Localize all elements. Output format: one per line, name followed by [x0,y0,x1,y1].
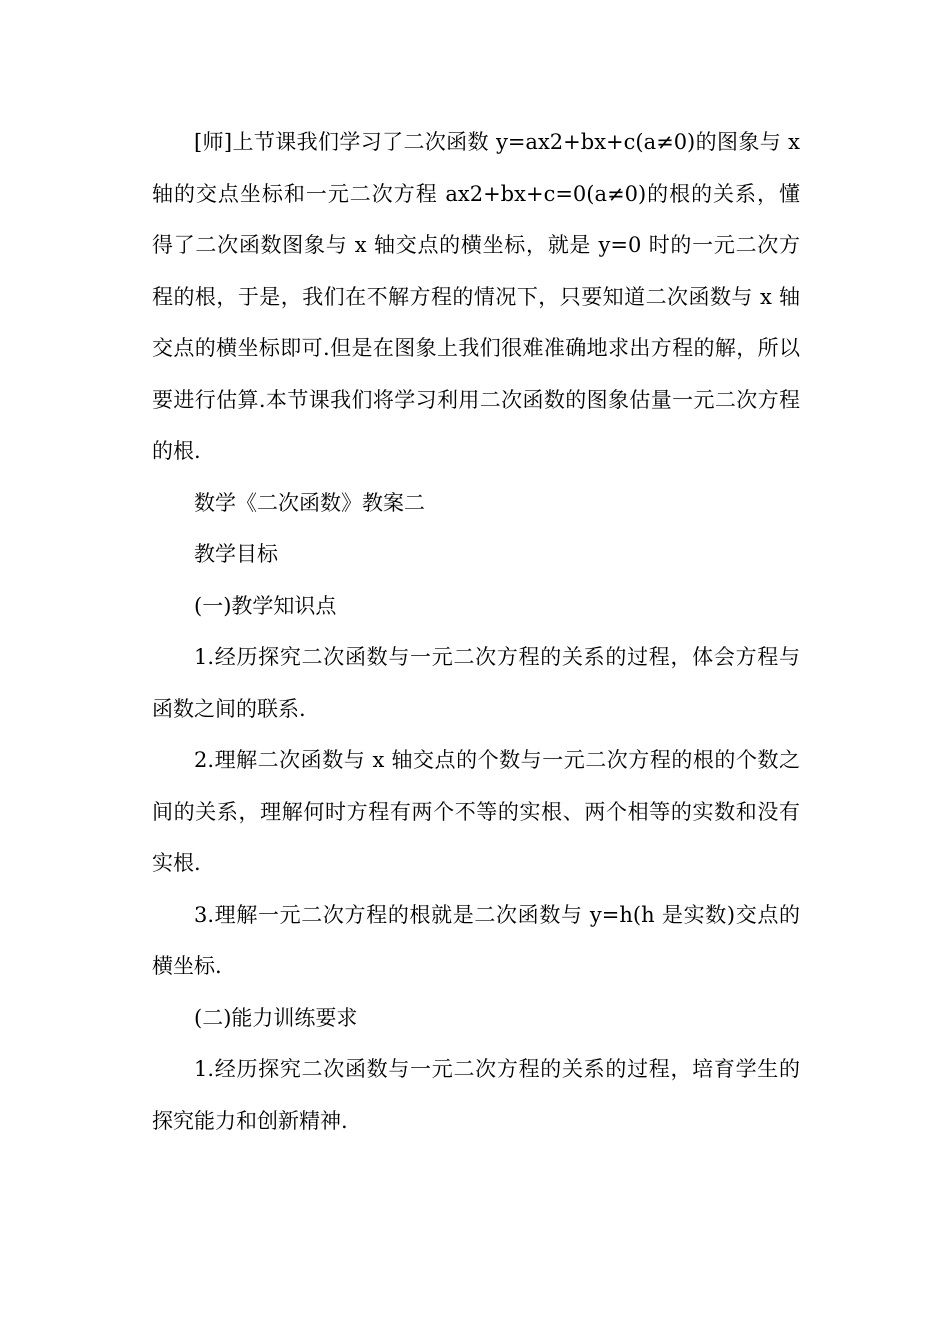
heading-knowledge-points: (一)教学知识点 [194,593,337,618]
heading-lesson-two: 数学《二次函数》教案二 [194,490,425,515]
ability-point-1: 1.经历探究二次函数与一元二次方程的关系的过程，培育学生的探究能力和创新精神. [152,1057,800,1133]
heading-teaching-goals: 教学目标 [194,542,278,566]
knowledge-point-3: 3.理解一元二次方程的根就是二次函数与 y=h(h 是实数)交点的横坐标. [152,902,800,978]
knowledge-point-1: 1.经历探究二次函数与一元二次方程的关系的过程，体会方程与函数之间的联系. [152,645,800,721]
paragraph-intro: [师]上节课我们学习了二次函数 y=ax2+bx+c(a≠0)的图象与 x 轴的交点坐标和一元二次方程 ax2+bx+c=0(a≠0)的根的关系，懂得了二次函数图象与 x 轴交点的横坐标，就是 y=0 时的一元二次方程的根，于是，我们在不解方程的情况下，只要知道二次函数与 x 轴交点的横坐标即可.但是在图象上我们很难准确地求出方程的解，所以要进行估算.本节课我们将学习利用二次函数的图象估量一元二次方程的根. [152,130,800,463]
knowledge-point-2: 2.理解二次函数与 x 轴交点的个数与一元二次方程的根的个数之间的关系，理解何时方程有两个不等的实根、两个相等的实数和没有实根. [152,748,800,875]
heading-ability-requirements: (二)能力训练要求 [194,1005,358,1030]
document-body [152,117,800,1147]
